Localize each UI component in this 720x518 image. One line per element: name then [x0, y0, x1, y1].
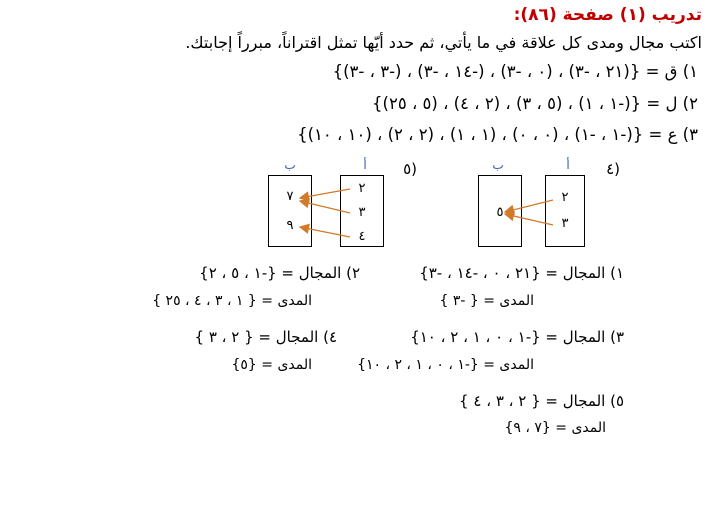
answer-2-domain: ٢) المجال = {-١ ، ٥ ، ٢} [199, 264, 360, 282]
instruction-text: اكتب مجال ومدى كل علاقة في ما يأتي، ثم حدد أيّها تمثل اقتراناً، مبرراً إجابتك. [185, 33, 702, 52]
diagram-5-a-item: ٤ [358, 229, 366, 244]
diagram-5-b-item: ٧ [286, 189, 294, 204]
answer-2-range: المدى = { ١ ، ٣ ، ٤ ، ٢٥ } [152, 293, 312, 309]
answer-4-domain: ٤) المجال = { ٢ ، ٣ } [194, 328, 337, 346]
exercise-title: تدريب (١) صفحة (٨٦): [513, 5, 702, 25]
answer-5-domain: ٥) المجال = { ٢ ، ٣ ، ٤ } [459, 392, 624, 410]
diagram-4-a-item: ٣ [561, 216, 569, 231]
diagram-5-a-item: ٢ [358, 181, 366, 196]
relation-2: ٢) ل = {(-١ ، ١) ، (٥ ، ٣) ، (٢ ، ٤) ، (٥ ، ٢٥)} [372, 94, 698, 113]
arrow-2-to-5 [505, 200, 553, 212]
diagram-5-a-item: ٣ [358, 205, 366, 220]
diagram-4-set-a-label: أ [566, 158, 570, 172]
arrow-3-to-5 [505, 214, 553, 225]
diagram-5-b-item: ٩ [286, 218, 294, 233]
answer-3-range: المدى = {-١ ، ٠ ، ١ ، ٢ ، ١٠} [357, 357, 534, 373]
diagram-4-b-item: ٥ [496, 205, 504, 220]
relation-1: ١) ق = {(٢١ ، -٣) ، (٠ ، -٣) ، (-١٤ ، -٣) ، (-٣ ، -٣)} [332, 62, 698, 81]
diagram-5-set-b-label: ب [284, 158, 296, 172]
diagram-4-a-item: ٢ [561, 190, 569, 205]
answer-5-range: المدى = {٧ ، ٩} [504, 420, 606, 436]
arrow-3-to-7 [300, 201, 350, 213]
diagram-5-number: ٥) [403, 160, 417, 178]
answer-3-domain: ٣) المجال = {-١ ، ٠ ، ١ ، ٢ ، ١٠} [410, 328, 624, 346]
relation-3: ٣) ع = {(-١ ، -١) ، (٠ ، ٠) ، (١ ، ١) ، (٢ ، ٢) ، (١٠ ، ١٠)} [297, 125, 698, 144]
arrow-4-to-9 [300, 227, 350, 237]
diagram-4-number: ٤) [606, 160, 620, 178]
diagram-4-set-b-label: ب [492, 158, 504, 172]
diagram-5-set-a-label: أ [363, 158, 367, 172]
answer-4-range: المدى = {٥} [231, 357, 312, 373]
answer-1-range: المدى = { -٣ } [439, 293, 534, 309]
answer-1-domain: ١) المجال = {٢١ ، ٠ ، -١٤ ، -٣} [419, 264, 624, 282]
arrow-2-to-7 [300, 189, 350, 198]
